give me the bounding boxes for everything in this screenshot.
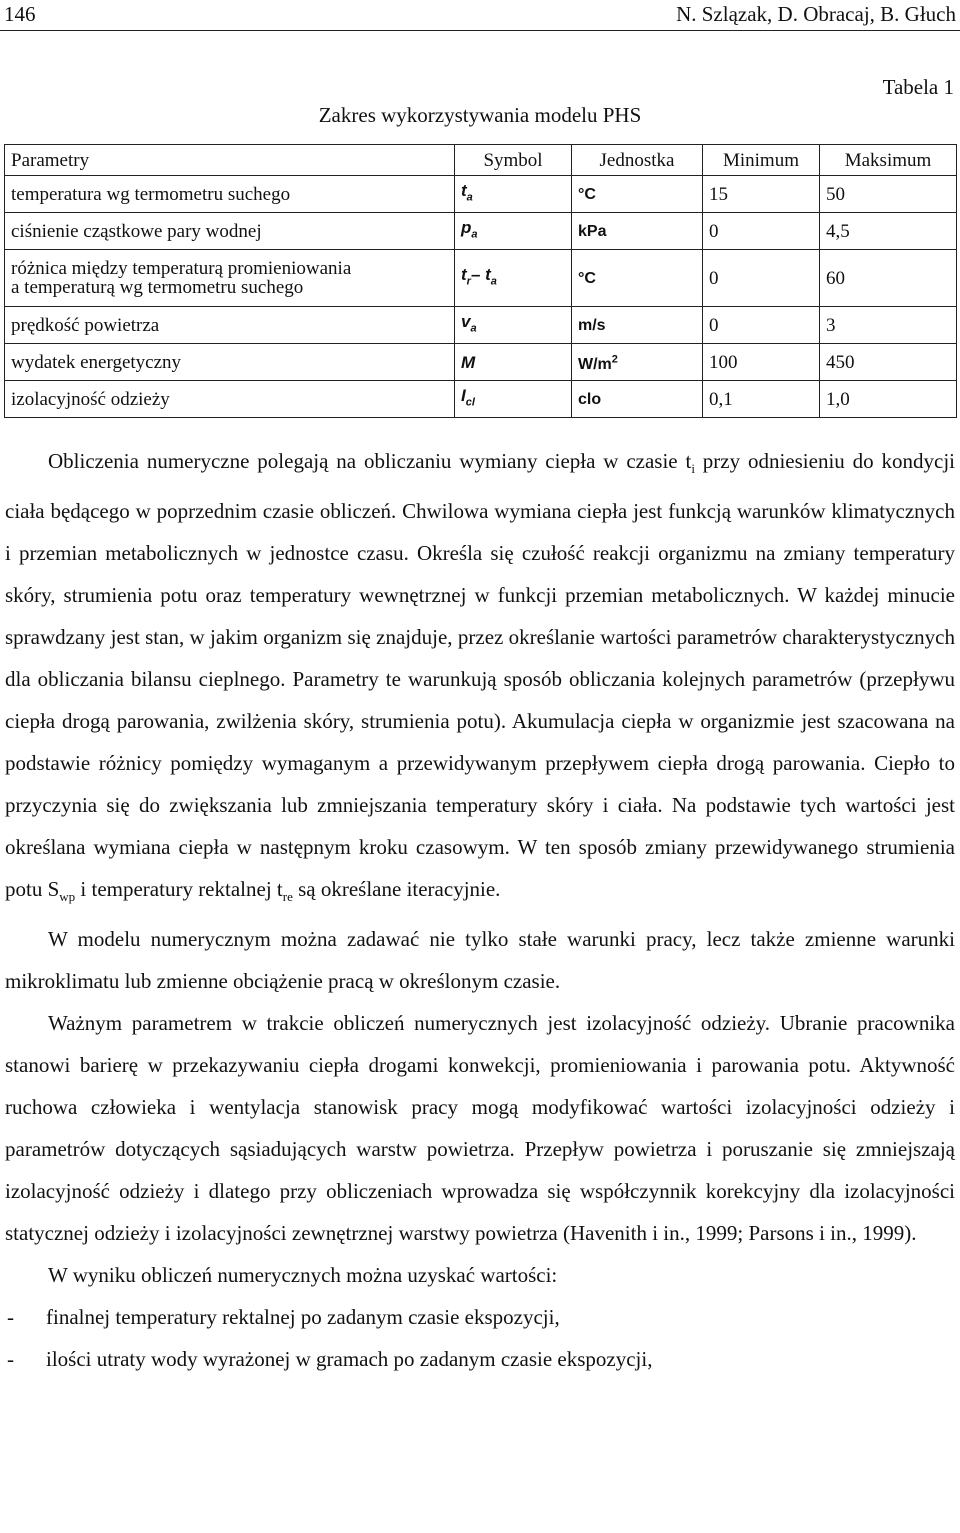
paragraph-text: przy odniesieniu do kondycji ciała będącego w poprzednim czasie obliczeń. Chwilowa wymiana ciepła jest funkcją warunków klimatycznych i przemian metabolicznych w jednostce czasu. Określa się czułość reakcji organizmu na zmiany temperatury skóry, strumienia potu oraz temperatury wewnętrznej w funkcji przemian metabolicznych. W każdej minucie sprawdzany jest stan, w jakim organizm się znajduje, przez określanie wartości parametrów charakterystycznych dla obliczania bilansu cieplnego. Parametry te warunkują sposób obliczania kolejnych parametrów (przepływu ciepła drogą parowania, zwilżenia skóry, strumienia potu). Akumulacja ciepła w organizmie jest szacowana na podstawie różnicy pomiędzy wymaganym a przewidywanym przepływem ciepła drogą parowania. Ciepło to przyczynia się do zwiększania lub zmniejszania temperatury skóry i ciała. Na podstawie tych wartości jest określana wymiana ciepła w następnym kroku czasowym. W ten sposób zmiany przewidywanego strumienia potu S — [5, 449, 956, 902]
list-dash: - — [7, 1347, 14, 1372]
symbol-text — [461, 264, 497, 288]
paragraph: W wyniku obliczeń numerycznych można uzyskać wartości: — [48, 1263, 558, 1288]
body-text — [5, 440, 955, 1380]
col-header-symbol: Symbol — [455, 145, 572, 176]
unit-cell — [572, 213, 703, 250]
list-item-text: ilości utraty wody wyrażonej w gramach po zadanym czasie ekspozycji, — [46, 1347, 653, 1372]
unit-main: W — [578, 355, 594, 373]
unit-superscript: 2 — [611, 353, 618, 366]
param-line: a temperaturą wg termometru suchego — [11, 277, 304, 298]
unit-text — [578, 353, 618, 373]
table-row — [5, 344, 957, 381]
paragraph-text: Obliczenia numeryczne polegają na obliczaniu wymiany ciepła w czasie t — [48, 449, 692, 473]
col-header-maximum: Maksimum — [820, 145, 957, 176]
paragraph: Ważnym parametrem w trakcie obliczeń numerycznych jest izolacyjność odzieży. Ubranie pracownika stanowi barierę w przekazywaniu ciepła drogami konwekcji, promieniowania i parowania potu. Aktywność ruchowa człowieka i wentylacja stanowisk pracy mogą modyfikować wartości izolacyjności odzieży i parametrów dotyczących sąsiadujących warstw powietrza. Przepływ powietrza i poruszanie się zmniejszają izolacyjność odzieży i dlatego przy obliczeniach wprowadza się współczynnik korekcyjny dla izolacyjności statycznej odzieży i izolacyjności zewnętrznej warstwy powietrza (Havenith i in., 1999; Parsons i in., 1999). — [5, 1011, 955, 1246]
subscript: re — [282, 889, 293, 905]
symbol-text — [461, 385, 475, 409]
list-item-text: finalnej temperatury rektalnej po zadanym czasie ekspozycji, — [46, 1305, 560, 1330]
col-header-unit: Jednostka — [572, 145, 703, 176]
symbol-cell — [455, 213, 572, 250]
max-cell: 60 — [820, 250, 957, 307]
paragraph-text: są określane iteracyjnie. — [292, 877, 501, 902]
table-caption-text: Zakres wykorzystywania modelu PHS — [318, 103, 642, 127]
unit-text: clo — [578, 391, 602, 408]
min-cell: 0 — [703, 213, 820, 250]
table-row — [5, 250, 957, 307]
symbol-main: t — [461, 264, 467, 284]
max-cell: 1,0 — [820, 381, 957, 418]
unit-rest: /m — [593, 355, 612, 373]
col-header-parameters: Parametry — [5, 145, 455, 176]
min-cell: 0,1 — [703, 381, 820, 418]
parameters-table — [4, 144, 957, 418]
symbol-cell — [455, 176, 572, 213]
symbol-subscript: cl — [465, 396, 475, 409]
symbol-subscript: a — [466, 191, 473, 204]
symbol-text — [461, 180, 473, 204]
paragraph — [5, 440, 955, 918]
symbol-main: v — [461, 311, 471, 331]
min-cell: 0 — [703, 307, 820, 344]
unit-cell — [572, 307, 703, 344]
unit-cell — [572, 381, 703, 418]
param-cell: temperatura wg termometru suchego — [5, 176, 455, 213]
symbol-subscript: a — [470, 322, 477, 335]
unit-text: °C — [578, 270, 596, 287]
unit-cell — [572, 344, 703, 381]
table-row — [5, 307, 957, 344]
list-dash: - — [7, 1305, 14, 1330]
table-row — [5, 213, 957, 250]
table-header-row — [5, 145, 957, 176]
param-line: różnica między temperaturą promieniowania — [11, 258, 352, 279]
symbol-main: t — [461, 180, 467, 200]
symbol-cell — [455, 250, 572, 307]
min-cell: 100 — [703, 344, 820, 381]
table-row — [5, 176, 957, 213]
max-cell: 450 — [820, 344, 957, 381]
symbol-main: I — [461, 385, 466, 405]
symbol-text: M — [461, 352, 476, 372]
max-cell: 3 — [820, 307, 957, 344]
unit-cell — [572, 250, 703, 307]
list-item — [5, 1338, 955, 1380]
param-cell — [5, 250, 455, 307]
paragraph-text: i temperatury rektalnej t — [75, 877, 283, 902]
symbol-cell — [455, 344, 572, 381]
param-cell: wydatek energetyczny — [5, 344, 455, 381]
table-caption — [0, 103, 960, 128]
min-cell: 15 — [703, 176, 820, 213]
list-item — [5, 1296, 955, 1338]
symbol-cell — [455, 381, 572, 418]
running-header — [0, 0, 960, 31]
param-cell: prędkość powietrza — [5, 307, 455, 344]
symbol-minus: – t — [470, 264, 491, 284]
unit-text: m/s — [578, 317, 606, 334]
unit-text: °C — [578, 186, 596, 203]
symbol-main: p — [461, 217, 472, 237]
symbol-subscript: a — [490, 275, 497, 288]
running-authors: N. Szlązak, D. Obracaj, B. Głuch — [676, 2, 956, 26]
unit-text: kPa — [578, 223, 607, 240]
max-cell: 4,5 — [820, 213, 957, 250]
symbol-text — [461, 311, 477, 335]
subscript: i — [691, 461, 695, 477]
max-cell: 50 — [820, 176, 957, 213]
table-row — [5, 381, 957, 418]
subscript: wp — [59, 889, 76, 905]
param-cell: ciśnienie cząstkowe pary wodnej — [5, 213, 455, 250]
symbol-subscript: a — [471, 228, 478, 241]
param-cell: izolacyjność odzieży — [5, 381, 455, 418]
col-header-minimum: Minimum — [703, 145, 820, 176]
page-number: 146 — [4, 2, 36, 26]
symbol-cell — [455, 307, 572, 344]
symbol-subscript: r — [466, 275, 471, 288]
table-label: Tabela 1 — [882, 75, 954, 99]
unit-cell — [572, 176, 703, 213]
paragraph: W modelu numerycznym można zadawać nie tylko stałe warunki pracy, lecz także zmienne warunki mikroklimatu lub zmienne obciążenie pracą w określonym czasie. — [5, 927, 955, 994]
symbol-text — [461, 217, 478, 241]
min-cell: 0 — [703, 250, 820, 307]
